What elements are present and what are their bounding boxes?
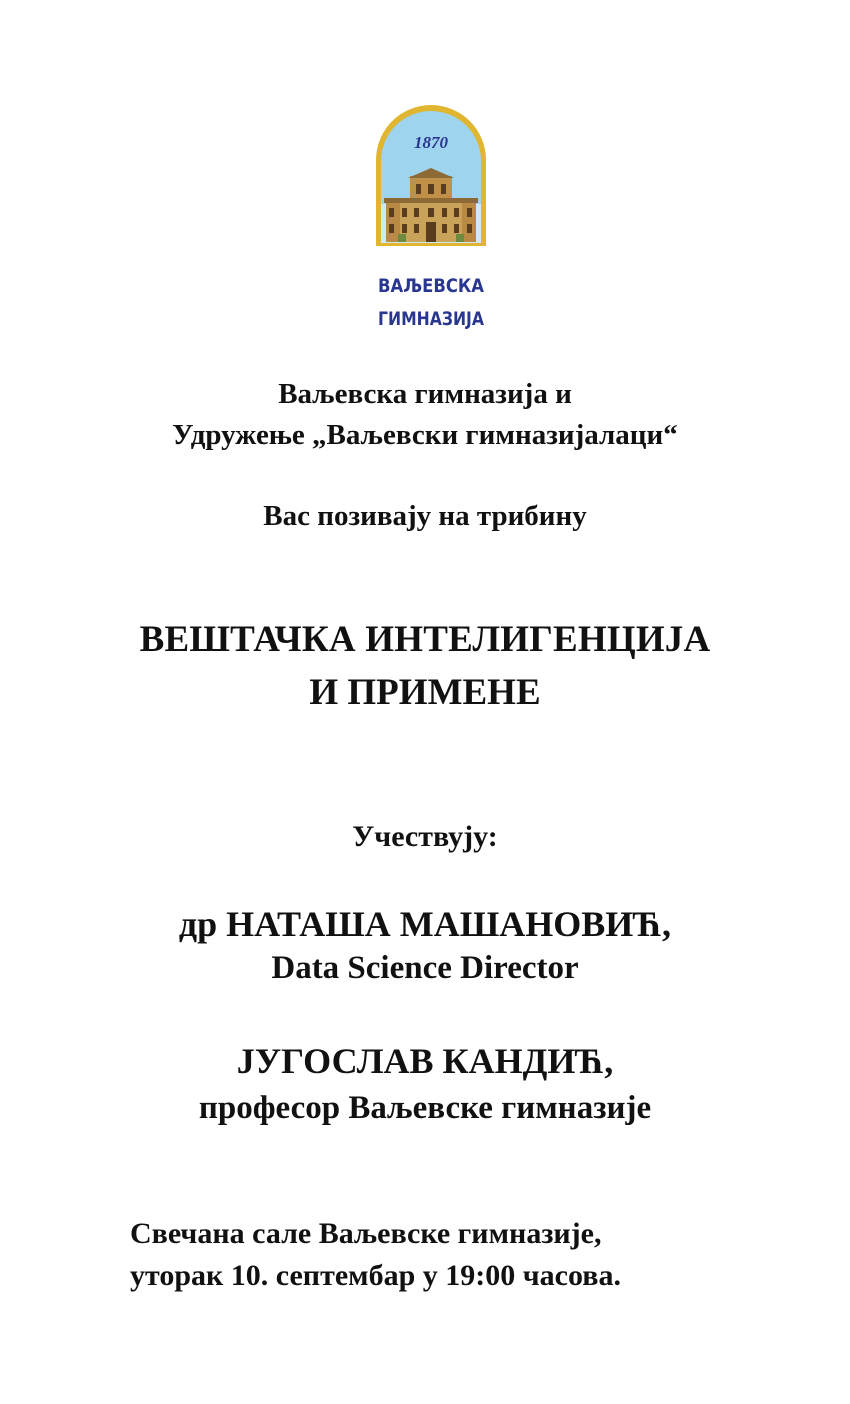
school-logo [372, 104, 490, 332]
logo-year: 1870 [414, 133, 448, 152]
participants-heading: Учествују: [352, 820, 498, 853]
participant-2-name: ЈУГОСЛАВ КАНДИЋ, [236, 1041, 614, 1081]
invitation-text: Вас позивају на трибину [263, 500, 587, 532]
participant-1-name: др НАТАША МАШАНОВИЋ, [178, 904, 672, 944]
logo-text-line2: ГИМНАЗИЈА [378, 308, 485, 330]
organizer-line-1: Ваљевска гимназија и [278, 378, 572, 410]
date-time-line: уторак 10. септембар у 19:00 часова. [130, 1259, 621, 1292]
participant-1-role: Data Science Director [271, 950, 579, 986]
event-title-line-1: ВЕШТАЧКА ИНТЕЛИГЕНЦИЈА [139, 619, 711, 660]
event-title-line-2: И ПРИМЕНЕ [309, 672, 541, 713]
logo-text-line1: ВАЉЕВСКА [378, 275, 485, 297]
venue-line: Свечана сале Ваљевске гимназије, [130, 1217, 602, 1250]
participant-2-role: професор Ваљевске гимназије [198, 1090, 652, 1126]
organizer-line-2: Удружење „Ваљевски гимназијалаци“ [172, 419, 678, 451]
